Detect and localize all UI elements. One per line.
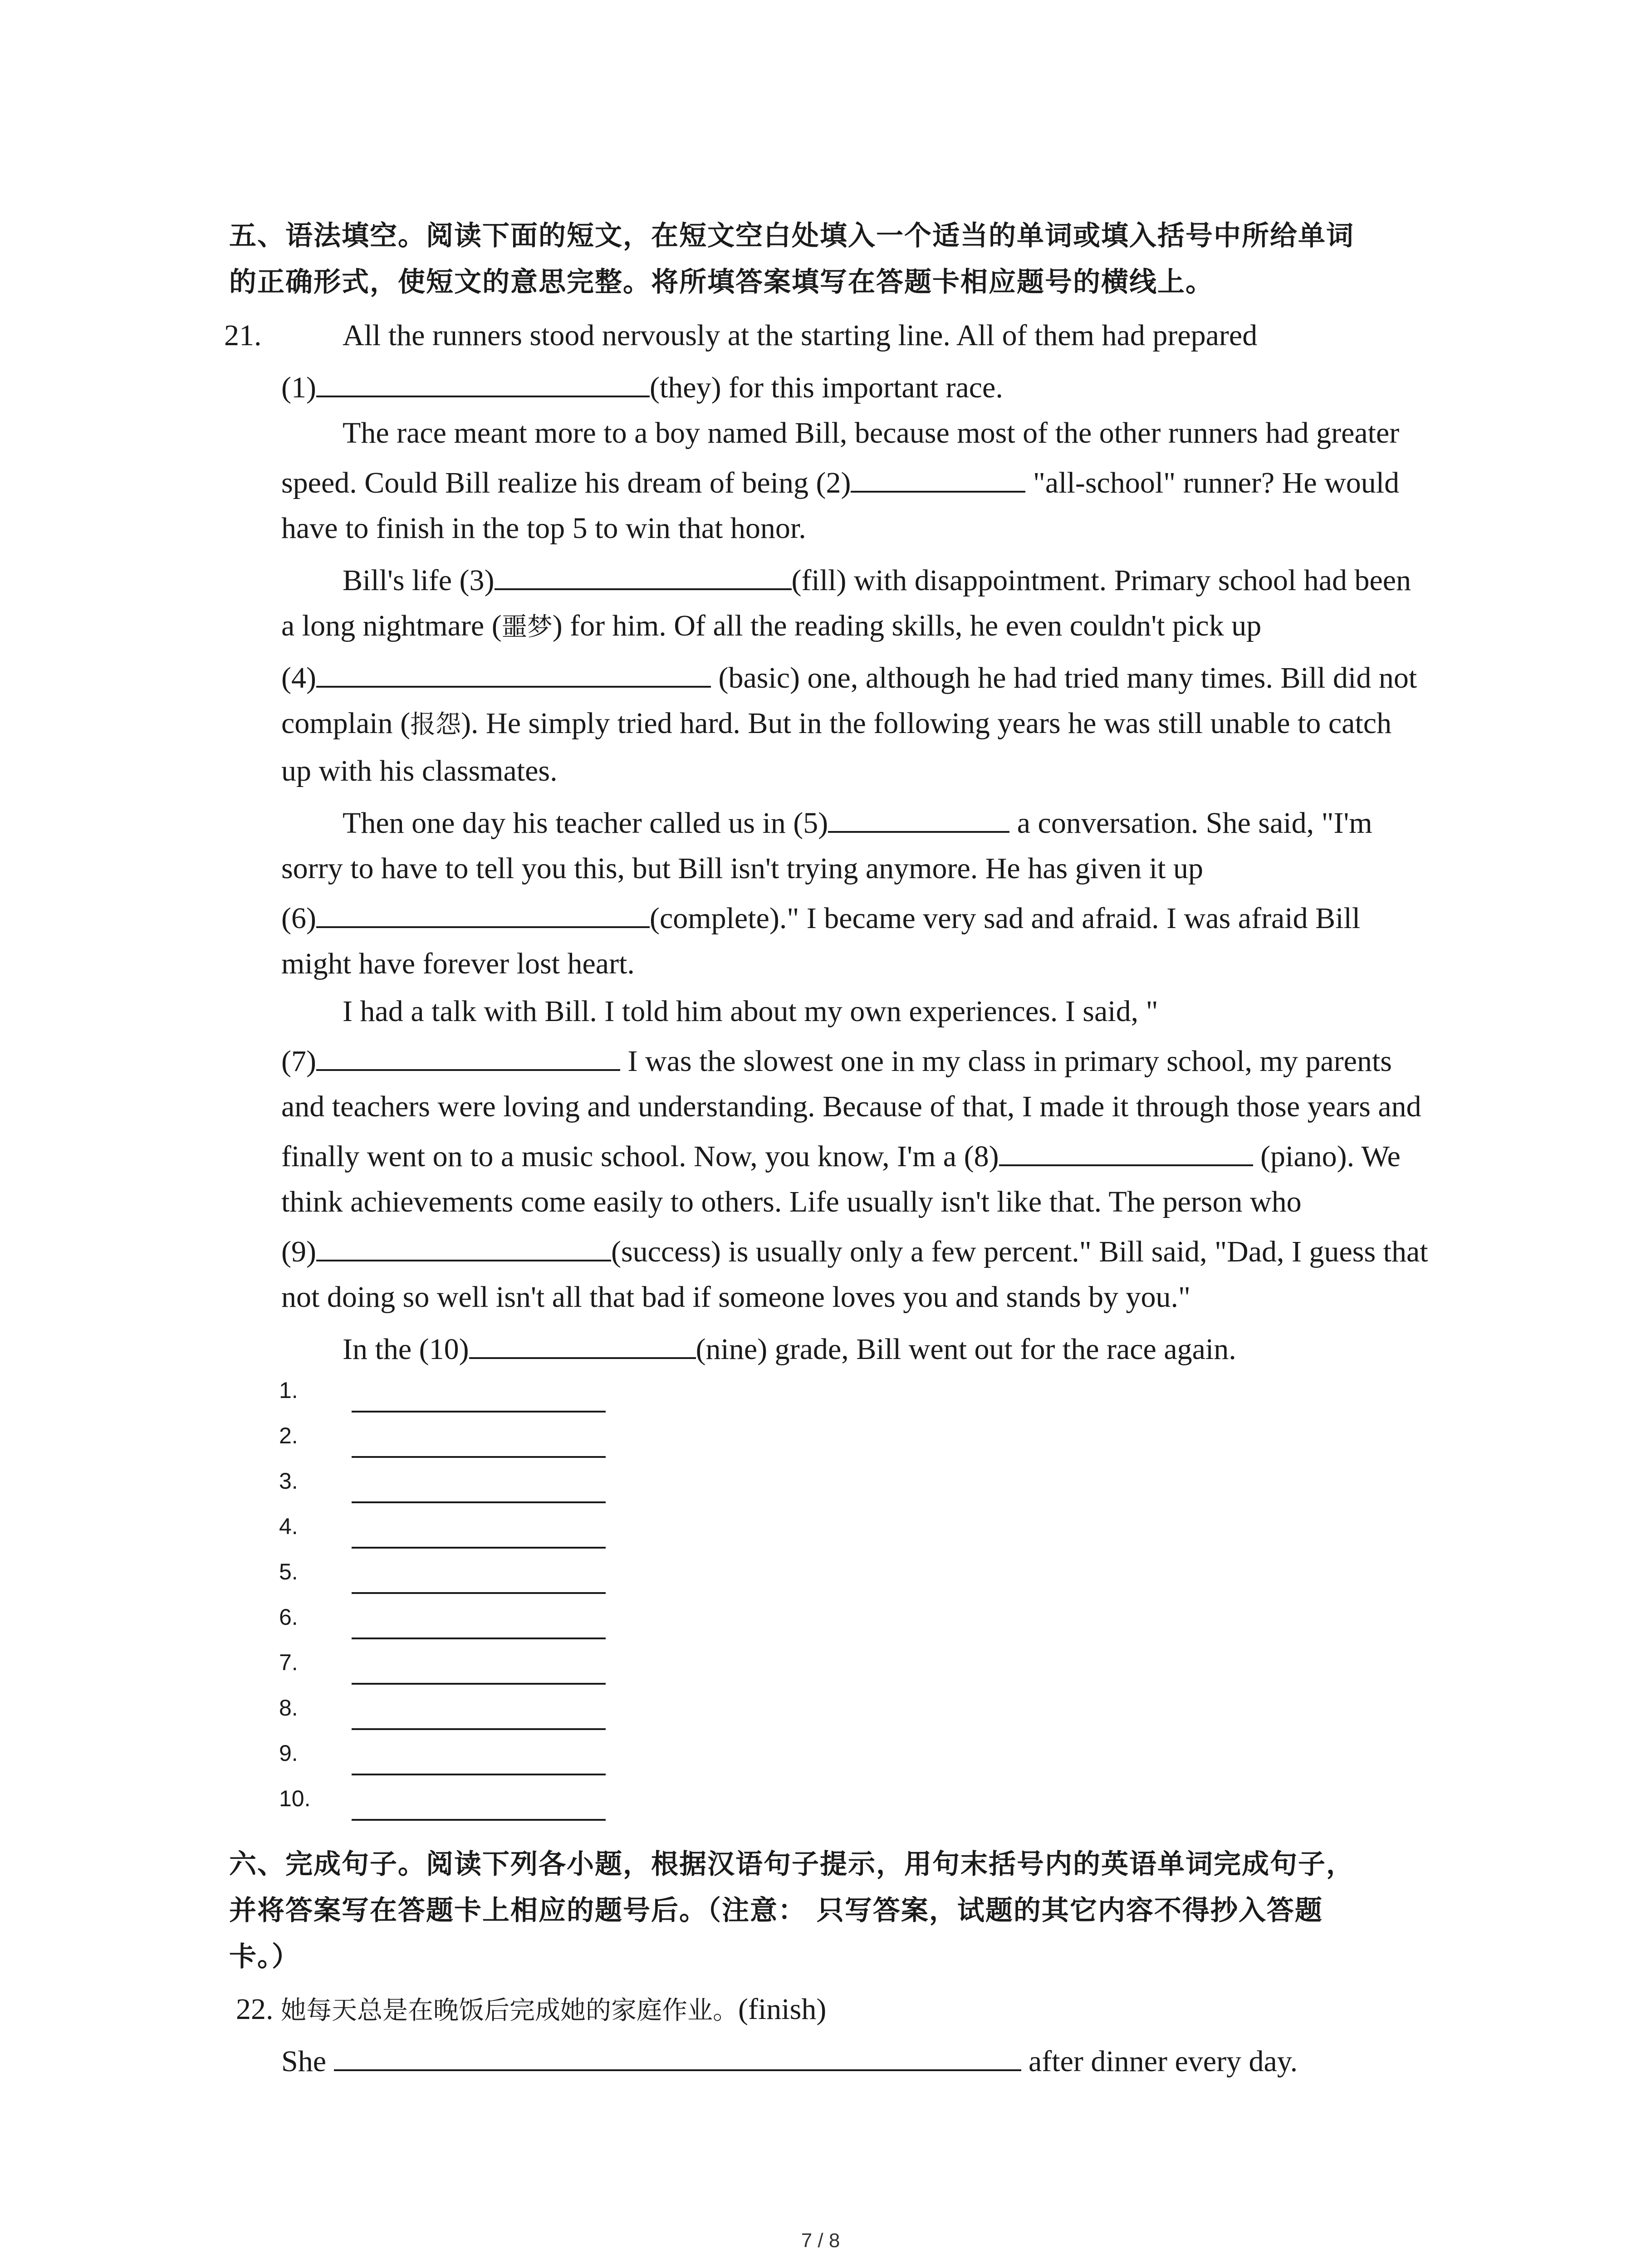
- passage-line: a long nightmare (噩梦) for him. Of all the reading skills, he even couldn't pick up: [281, 609, 1262, 642]
- passage-line: up with his classmates.: [281, 754, 558, 787]
- passage-line: finally went on to a music school. Now, you know, I'm a (8) (piano). We: [281, 1132, 1401, 1179]
- blank-9[interactable]: [316, 1227, 611, 1261]
- passage-line: Then one day his teacher called us in (5) a conversation. She said, "I'm: [343, 798, 1372, 846]
- blank-10[interactable]: [469, 1325, 696, 1359]
- question-22-number: 22.: [236, 1993, 274, 2026]
- answer-line-3[interactable]: [352, 1501, 606, 1503]
- answer-number: 4.: [279, 1514, 298, 1539]
- answer-line-6[interactable]: [352, 1637, 606, 1639]
- passage-line: (6) (complete)." I became very sad and afraid. I was afraid Bill: [281, 894, 1360, 941]
- passage-line: sorry to have to tell you this, but Bill isn't trying anymore. He has given it up: [281, 852, 1203, 885]
- passage-line: might have forever lost heart.: [281, 947, 635, 980]
- passage-line: not doing so well isn't all that bad if someone loves you and stands by you.": [281, 1281, 1190, 1314]
- answer-line-4[interactable]: [352, 1547, 606, 1549]
- answer-number: 10.: [279, 1786, 311, 1811]
- answer-number: 2.: [279, 1423, 298, 1448]
- blank-8[interactable]: [999, 1132, 1253, 1166]
- answer-number: 7.: [279, 1650, 298, 1675]
- question-22-sentence: She after dinner every day.: [281, 2037, 1298, 2084]
- passage-line: (9) (success) is usually only a few percent." Bill said, "Dad, I guess that: [281, 1227, 1428, 1275]
- answer-number: 8.: [279, 1695, 298, 1721]
- passage-line: Bill's life (3) (fill) with disappointment. Primary school had been: [343, 556, 1411, 603]
- passage-line: I had a talk with Bill. I told him about my own experiences. I said, ": [343, 995, 1158, 1028]
- passage-line: and teachers were loving and understanding. Because of that, I made it through those years and: [281, 1090, 1421, 1123]
- answer-number: 9.: [279, 1740, 298, 1766]
- answer-line-7[interactable]: [352, 1683, 606, 1685]
- blank-7[interactable]: [316, 1036, 620, 1071]
- answer-line-10[interactable]: [352, 1819, 606, 1821]
- blank-5[interactable]: [828, 798, 1009, 833]
- answer-line-1[interactable]: [352, 1411, 606, 1413]
- passage-line: think achievements come easily to others. Life usually isn't like that. The person who: [281, 1185, 1302, 1218]
- page-number: 7 / 8: [801, 2229, 840, 2252]
- passage-line: In the (10) (nine) grade, Bill went out for the race again.: [343, 1325, 1236, 1372]
- blank-2[interactable]: [851, 458, 1025, 493]
- blank-1[interactable]: [316, 363, 650, 397]
- answer-line-2[interactable]: [352, 1456, 606, 1458]
- question-21-number: 21.: [224, 319, 262, 352]
- blank-22[interactable]: [334, 2037, 1021, 2071]
- passage-line: have to finish in the top 5 to win that honor.: [281, 512, 806, 545]
- answer-number: 1.: [279, 1378, 298, 1403]
- passage-line: (1) (they) for this important race.: [281, 363, 1003, 411]
- answer-line-9[interactable]: [352, 1774, 606, 1775]
- passage-line: The race meant more to a boy named Bill, because most of the other runners had greater: [343, 416, 1400, 450]
- section6-heading-line1: 六、完成句子。阅读下列各小题，根据汉语句子提示，用句末括号内的英语单词完成句子，: [229, 1848, 1354, 1880]
- blank-3[interactable]: [495, 556, 792, 590]
- section5-heading-line2: 的正确形式，使短文的意思完整。将所填答案填写在答题卡相应题号的横线上。: [229, 266, 1214, 298]
- passage-line: complain (报怨). He simply tried hard. But in the following years he was still unable to catch: [281, 707, 1392, 740]
- passage-line: (7) I was the slowest one in my class in primary school, my parents: [281, 1036, 1392, 1084]
- answer-line-5[interactable]: [352, 1592, 606, 1594]
- section6-heading-line2: 并将答案写在答题卡上相应的题号后。（注意： 只写答案，试题的其它内容不得抄入答题: [229, 1895, 1323, 1926]
- question-22-prompt: 22. 她每天总是在晚饭后完成她的家庭作业。(finish): [236, 1993, 827, 2026]
- blank-6[interactable]: [316, 894, 650, 928]
- section6-heading-line3: 卡。）: [229, 1941, 300, 1973]
- answer-number: 3.: [279, 1468, 298, 1494]
- passage-line: (4) (basic) one, although he had tried many times. Bill did not: [281, 653, 1417, 701]
- answer-number: 6.: [279, 1604, 298, 1630]
- section5-heading-line1: 五、语法填空。阅读下面的短文，在短文空白处填入一个适当的单词或填入括号中所给单词: [229, 220, 1354, 252]
- answer-line-8[interactable]: [352, 1728, 606, 1730]
- passage-line: All the runners stood nervously at the starting line. All of them had prepared: [343, 319, 1258, 352]
- blank-4[interactable]: [316, 653, 711, 688]
- answer-number: 5.: [279, 1559, 298, 1584]
- passage-line: speed. Could Bill realize his dream of being (2) "all-school" runner? He would: [281, 458, 1399, 506]
